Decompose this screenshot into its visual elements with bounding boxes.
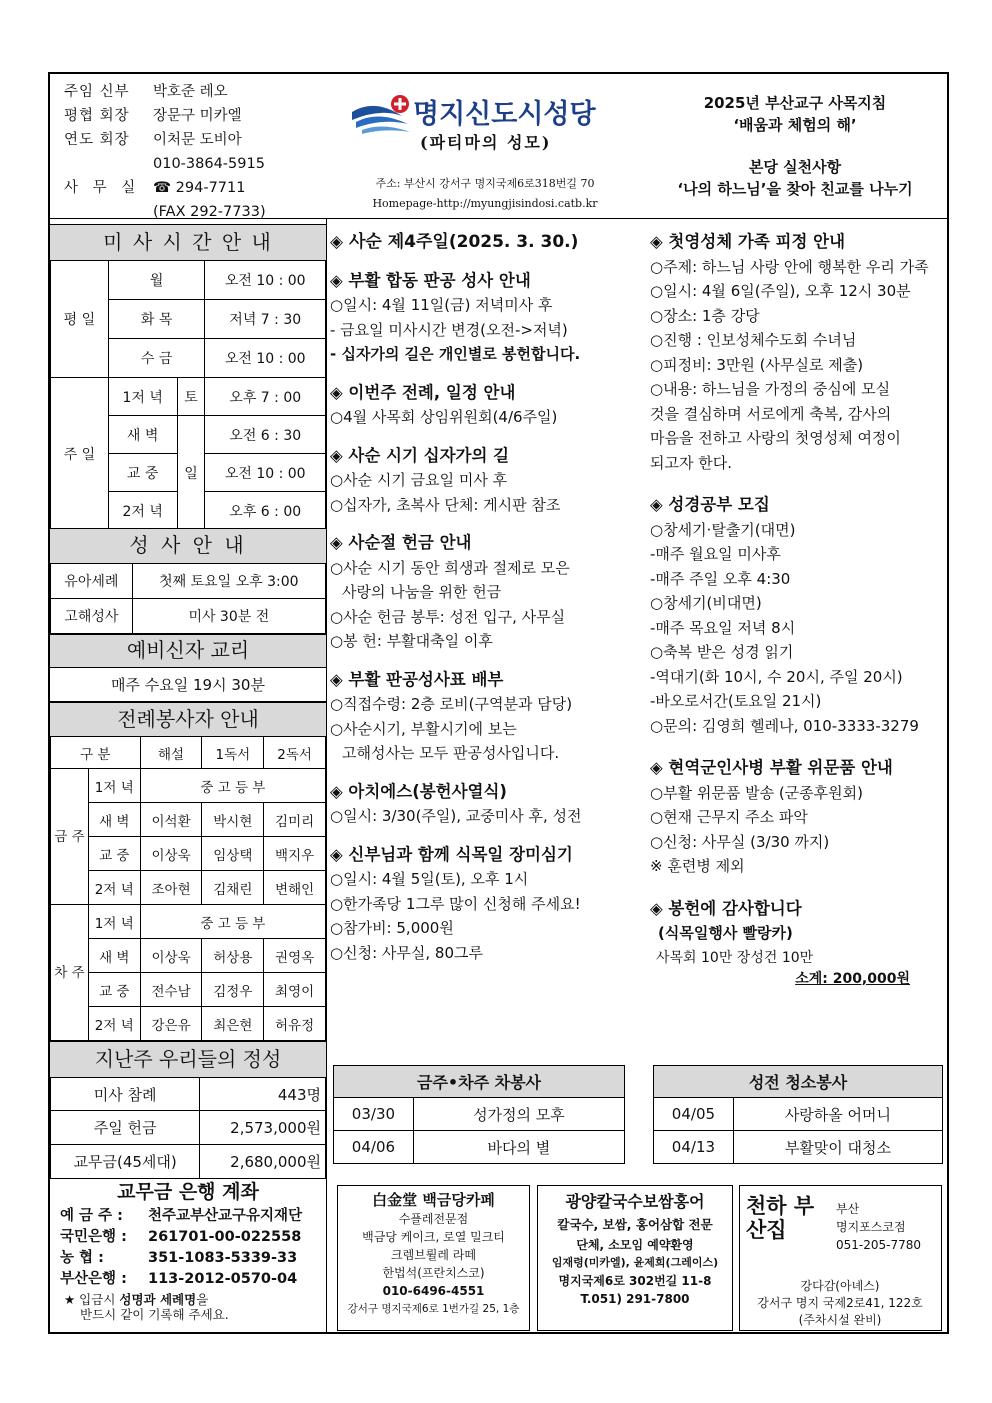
- liturgy-person: 백지우: [264, 837, 326, 871]
- ad-bakery: 白金堂 백금당카페 수플레전문점 백금당 케이크, 로열 밀크티 크렘브륄레 라떼 한법석(프란치스코) 010-6496-4551 강서구 명지국제6로 1번가길 25, 1층: [337, 1185, 530, 1331]
- notice-line: -역대기(화 10시, 수 20시, 주일 20시): [650, 667, 903, 686]
- notice-heading: ◈ 봉헌에 감사합니다: [650, 898, 802, 918]
- notice-line: ○사순 헌금 봉투: 성전 입구, 사무실: [330, 607, 566, 626]
- offering-label: 교무금(45세대): [51, 1145, 200, 1179]
- offering-label: 미사 참례: [51, 1078, 200, 1111]
- notice-line: -매주 월요일 미사후: [650, 545, 781, 563]
- motto-line: 본당 실천사항: [748, 158, 842, 176]
- offering-title: 지난주 우리들의 정성: [50, 1041, 326, 1078]
- motto-line: 2025년 부산교구 사목지침: [703, 94, 887, 112]
- liturgy-header: 2독서: [264, 737, 326, 769]
- pastoral-motto: [640, 92, 950, 200]
- liturgy-mass: 교 중: [88, 837, 140, 871]
- liturgy-person: 전수남: [140, 973, 202, 1007]
- homepage-link[interactable]: Homepage-http://myungjisindosi.catb.kr: [372, 197, 598, 210]
- church-emblem-icon: [350, 90, 412, 136]
- notice-line: ○직접수령: 2층 로비(구역분과 담당): [330, 695, 573, 713]
- notice-line: ○사순 시기 금요일 미사 후: [330, 471, 508, 489]
- car-service-table: [333, 1065, 625, 1164]
- service-name: 성가정의 모후: [413, 1098, 624, 1131]
- notice-heading: ◈ 첫영성체 가족 피정 안내: [650, 232, 846, 251]
- sacrament-label: 유아세례: [51, 564, 133, 599]
- motto-line: ‘나의 하느님’을 찾아 친교를 나누기: [677, 180, 913, 198]
- notice-line: ○봉 헌: 부활대축일 이후: [330, 632, 493, 650]
- liturgy-person: 조아현: [140, 871, 202, 905]
- notice-line: ○한가족당 1그루 많이 신청해 주세요!: [330, 894, 581, 913]
- notice-heading: ◈ 현역군인사병 부활 위문품 안내: [650, 758, 893, 777]
- saturday-label: 토: [177, 378, 205, 416]
- liturgy-person: 이상욱: [140, 837, 202, 871]
- staff-row: 사 무 실 ☎ 294-7711: [64, 180, 246, 196]
- bank-note: ★ 입금시 성명과 세례명을 반드시 같이 기록해 주세요.: [64, 1292, 229, 1322]
- sacrament-value: 첫째 토요일 오후 3:00: [132, 564, 325, 599]
- sacrament-label: 고해성사: [51, 599, 133, 634]
- liturgy-person: 김미리: [264, 803, 326, 837]
- staff-row: (FAX 292-7733): [153, 204, 266, 220]
- offering-value: 2,680,000원: [200, 1145, 326, 1179]
- liturgy-person: 박시현: [202, 803, 264, 837]
- this-week-label: 금 주: [51, 769, 89, 905]
- sunday-day-label: 일: [177, 416, 205, 530]
- staff-list: [64, 80, 266, 224]
- address-text: 주소: 부산시 강서구 명지국제6로318번길 70: [375, 177, 595, 190]
- liturgy-merged: 중 고 등 부: [140, 769, 325, 803]
- liturgy-merged: 중 고 등 부: [140, 905, 325, 939]
- cleaning-service-title: 성전 청소봉사: [654, 1066, 943, 1098]
- sacrament-table: [50, 563, 326, 634]
- liturgy-person: 이상욱: [140, 939, 202, 973]
- sacrament-title: 성 사 안 내: [50, 528, 326, 564]
- notice-line: ○축복 받은 성경 읽기: [650, 643, 794, 661]
- liturgy-person: 이석환: [140, 803, 202, 837]
- busan-house-logo: 천하 부산집: [746, 1193, 815, 1242]
- notice-line: -매주 목요일 저녁 8시: [650, 618, 796, 637]
- service-date: 04/06: [334, 1131, 414, 1164]
- mass-name: 교 중: [108, 454, 177, 492]
- bank-accounts: [50, 1178, 326, 1322]
- liturgy-person: 김채린: [202, 871, 264, 905]
- liturgy-header: 해설: [140, 737, 202, 769]
- notice-heading: ◈ 성경공부 모집: [650, 495, 770, 514]
- offering-value: 2,573,000원: [200, 1111, 326, 1145]
- offering-value: 443명: [200, 1078, 326, 1111]
- church-logo: [350, 90, 620, 150]
- notice-line: ○내용: 하느님을 가정의 중심에 모실: [650, 380, 891, 398]
- notice-line: ○현재 근무지 주소 파악: [650, 808, 808, 826]
- liturgy-person: 허상용: [202, 939, 264, 973]
- header-divider: [50, 218, 948, 219]
- service-date: 04/13: [654, 1131, 734, 1164]
- notice-heading: ◈ 사순절 헌금 안내: [330, 533, 472, 552]
- liturgy-mass: 1저 녁: [88, 769, 140, 803]
- service-name: 부활맞이 대청소: [733, 1131, 942, 1164]
- offering-table: [50, 1077, 326, 1179]
- mass-time: 오후 6 : 00: [205, 492, 326, 530]
- news-right-column: [650, 226, 950, 988]
- mass-name: 새 벽: [108, 416, 177, 454]
- liturgy-person: 최은현: [202, 1007, 264, 1041]
- notice-line: ○장소: 1층 강당: [650, 306, 760, 325]
- mass-day: 화 목: [108, 300, 205, 339]
- notice-line: ○진행 : 인보성체수도회 수녀님: [650, 331, 857, 349]
- notice-line: ○4월 사목회 상임위원회(4/6주일): [330, 408, 558, 426]
- mass-day: 수 금: [108, 339, 205, 378]
- notice-heading: ◈ 신부님과 함께 식목일 장미심기: [330, 844, 573, 864]
- notice-heading: ◈ 아치에스(봉헌사열식): [330, 781, 507, 801]
- liturgy-person: 권영옥: [264, 939, 326, 973]
- notice-line: 것을 결심하며 서로에게 축복, 감사의: [650, 404, 892, 423]
- mass-time: 오전 10 : 00: [205, 261, 326, 300]
- liturgy-title: 전례봉사자 안내: [50, 702, 326, 737]
- notice-line: ○문의: 김영희 헬레나, 010-3333-3279: [650, 716, 919, 735]
- notice-line: - 십자가의 길은 개인별로 봉헌합니다.: [330, 345, 581, 363]
- notice-line: 사랑의 나눔을 위한 헌금: [342, 583, 502, 601]
- week-title: ◈ 사순 제4주일(2025. 3. 30.): [330, 232, 579, 252]
- notice-line: ○신청: 사무실 (3/30 까지): [650, 832, 830, 851]
- liturgy-table: [50, 736, 326, 1041]
- mass-day: 월: [108, 261, 205, 300]
- liturgy-mass: 새 벽: [88, 803, 140, 837]
- mass-times-table: [50, 260, 326, 530]
- next-week-label: 차 주: [51, 905, 89, 1041]
- staff-row: 주임 신부 박호준 레오: [64, 84, 228, 100]
- notice-line: ○피정비: 3만원 (사무실로 제출): [650, 355, 864, 374]
- bank-row: 예 금 주 : 천주교부산교구유지재단: [60, 1208, 303, 1224]
- bank-row: 농 협 : 351-1083-5339-33: [60, 1250, 298, 1266]
- notice-line: ○부활 위문품 발송 (군종후원회): [650, 783, 863, 802]
- notice-line: ※ 훈련병 제외: [650, 857, 745, 875]
- notice-line: ○신청: 사무실, 80그루: [330, 943, 483, 962]
- liturgy-person: 최영이: [264, 973, 326, 1007]
- notice-line: 마음을 전하고 사랑의 첫영성체 여정이: [650, 429, 901, 447]
- cleaning-service-table: [653, 1065, 943, 1164]
- notice-line: -바오로서간(토요일 21시): [650, 692, 822, 710]
- liturgy-header: 구 분: [51, 737, 141, 769]
- liturgy-person: 강은유: [140, 1007, 202, 1041]
- church-subtitle: (파티마의 성모): [420, 133, 552, 152]
- liturgy-mass: 1저 녁: [88, 905, 140, 939]
- notice-line: ○십자가, 초복사 단체: 게시판 참조: [330, 495, 561, 514]
- notice-line: ○참가비: 5,000원: [330, 919, 454, 937]
- notice-line: ○일시: 4월 11일(금) 저녁미사 후: [330, 296, 553, 314]
- news-middle-column: [330, 226, 645, 965]
- church-name: 명지신도시성당: [413, 99, 596, 130]
- notice-heading: ◈ 부활 합동 판공 성사 안내: [330, 270, 531, 290]
- mass-time: 오전 10 : 00: [205, 339, 326, 378]
- sunday-label: 주 일: [51, 378, 109, 530]
- car-service-title: 금주•차주 차봉사: [334, 1066, 625, 1098]
- notice-line: 고해성사는 모두 판공성사입니다.: [342, 744, 560, 762]
- notice-line: ○사순 시기 동안 희생과 절제로 모은: [330, 558, 570, 577]
- thanks-subtitle: (식목일행사 빨랑카): [658, 924, 793, 942]
- notice-line: - 금요일 미사시간 변경(오전->저녁): [330, 320, 568, 339]
- address-block: [330, 174, 640, 214]
- mass-times-title: 미 사 시 간 안 내: [50, 224, 326, 261]
- notice-line: ○일시: 4월 6일(주일), 오후 12시 30분: [650, 282, 911, 300]
- notice-line: ○일시: 3/30(주일), 교중미사 후, 성전: [330, 807, 582, 825]
- notice-line: ○사순시기, 부활시기에 보는: [330, 719, 517, 738]
- catechumen-title: 예비신자 교리: [50, 634, 326, 668]
- catechumen-value: 매주 수요일 19시 30분: [50, 668, 326, 702]
- ad-busan-house: 천하 부산집 부산 명지포스코점 051-205-7780 강다감(아녜스) 강서구 명지 국제2로41, 122호 (주차시설 완비): [739, 1185, 942, 1331]
- staff-row: 연도 회장 이처문 도비아: [64, 132, 242, 148]
- mass-time: 오전 10 : 00: [205, 454, 326, 492]
- motto-line: ‘배움과 체험의 해’: [733, 116, 857, 134]
- liturgy-person: 김정우: [202, 973, 264, 1007]
- ad-restaurant: 광양칼국수보쌈홍어 칼국수, 보쌈, 홍어삼합 전문 단체, 소모임 예약환영 임재령(미카엘), 윤제희(그레이스) 명지국제6로 302번길 11-8 T.051) 291-7800: [537, 1185, 733, 1331]
- mass-time: 오후 7 : 00: [205, 378, 326, 416]
- service-name: 사랑하올 어머니: [733, 1098, 942, 1131]
- notice-line: ○주제: 하느님 사랑 안에 행복한 우리 가족: [650, 257, 929, 276]
- liturgy-mass: 2저 녁: [88, 1007, 140, 1041]
- liturgy-person: 임상택: [202, 837, 264, 871]
- bulletin-frame: [48, 72, 949, 1334]
- liturgy-header: 1독서: [202, 737, 264, 769]
- notice-heading: ◈ 이번주 전례, 일정 안내: [330, 382, 516, 402]
- mass-name: 1저 녁: [108, 378, 177, 416]
- notice-line: ○창세기(비대면): [650, 594, 762, 612]
- mass-name: 2저 녁: [108, 492, 177, 530]
- thanks-total: 소계: 200,000원: [795, 971, 910, 987]
- weekday-label: 평 일: [51, 261, 109, 378]
- bank-row: 국민은행 : 261701-00-022558: [60, 1229, 302, 1245]
- liturgy-person: 변해인: [264, 871, 326, 905]
- service-date: 03/30: [334, 1098, 414, 1131]
- notice-heading: ◈ 부활 판공성사표 배부: [330, 669, 504, 689]
- notice-heading: ◈ 사순 시기 십자가의 길: [330, 445, 510, 465]
- notice-line: -매주 주일 오후 4:30: [650, 569, 791, 588]
- service-date: 04/05: [654, 1098, 734, 1131]
- offering-label: 주일 헌금: [51, 1111, 200, 1145]
- service-name: 바다의 별: [413, 1131, 624, 1164]
- bank-row: 부산은행 : 113-2012-0570-04: [60, 1271, 298, 1287]
- notice-line: ○일시: 4월 5일(토), 오후 1시: [330, 870, 529, 888]
- thanks-line: 사목회 10만 장성건 10만: [656, 949, 814, 966]
- staff-row: 평협 회장 장문구 미카엘: [64, 108, 242, 124]
- left-column-divider: [326, 218, 327, 1334]
- mass-time: 저녁 7 : 30: [205, 300, 326, 339]
- liturgy-mass: 2저 녁: [88, 871, 140, 905]
- mass-time: 오전 6 : 30: [205, 416, 326, 454]
- liturgy-mass: 새 벽: [88, 939, 140, 973]
- liturgy-mass: 교 중: [88, 973, 140, 1007]
- notice-line: ○창세기·탈출기(대면): [650, 520, 796, 539]
- notice-line: 되고자 한다.: [650, 453, 732, 472]
- liturgy-person: 허유정: [264, 1007, 326, 1041]
- bank-title: 교무금 은행 계좌: [117, 1181, 259, 1203]
- sacrament-value: 미사 30분 전: [132, 599, 325, 634]
- staff-row: 010-3864-5915: [153, 156, 265, 172]
